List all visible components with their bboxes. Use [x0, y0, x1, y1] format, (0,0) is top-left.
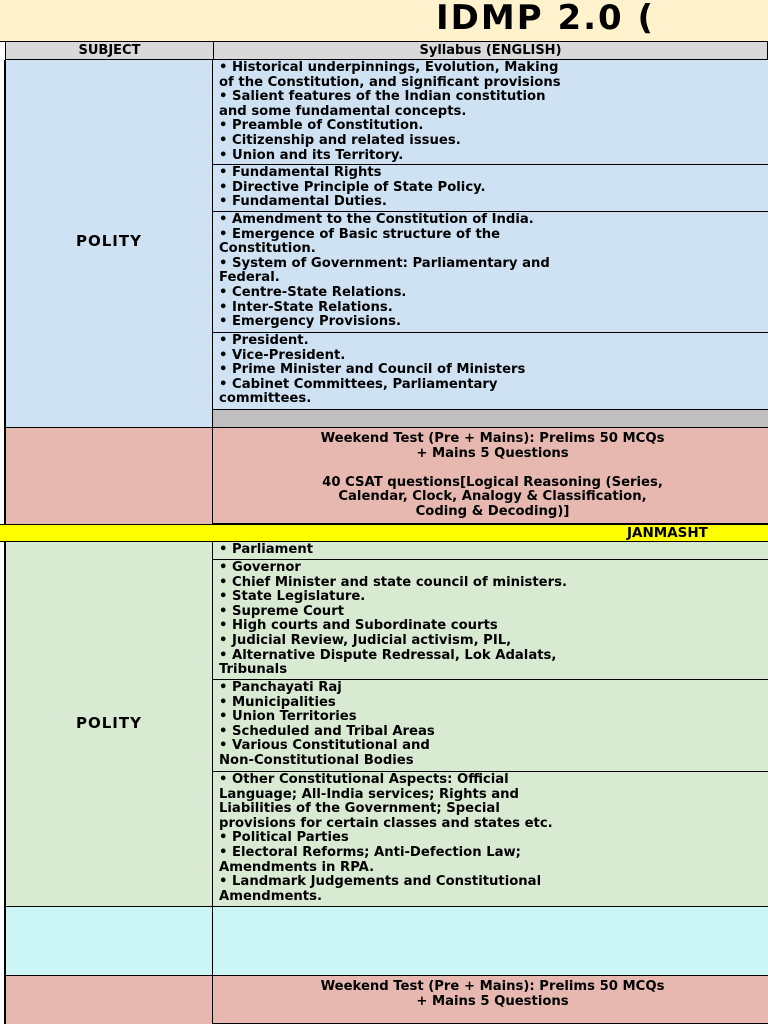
syllabus-line: • Landmark Judgements and Constitutional [219, 874, 542, 890]
syllabus-line: • Panchayati Raj [219, 680, 342, 695]
holiday-banner [0, 524, 768, 542]
subject-cell-polity-2 [5, 542, 213, 907]
syllabus-line: + Mains 5 Questions [416, 993, 569, 1009]
subject-cell-test-2 [5, 976, 213, 1024]
syllabus-line: • Alternative Dispute Redressal, Lok Adalats, [219, 647, 557, 663]
syllabus-line: • Political Parties [219, 830, 349, 846]
syllabus-line: Calendar, Clock, Analogy & Classification, [338, 489, 647, 505]
syllabus-line: • Union and its Territory. [219, 147, 404, 163]
subject-cell-blank [5, 907, 213, 976]
header-syllabus: Syllabus (ENGLISH) [213, 41, 768, 60]
syllabus-block [213, 772, 768, 907]
syllabus-block [213, 165, 768, 212]
title-bar [0, 0, 768, 42]
subject-cell-test-1 [5, 428, 213, 524]
syllabus-line: • Municipalities [219, 694, 336, 710]
syllabus-line: Liabilities of the Government; Special [219, 801, 500, 817]
syllabus-line: Constitution. [219, 241, 316, 257]
weekend-test-1 [213, 428, 768, 524]
syllabus-block [213, 542, 768, 560]
syllabus-line: • Amendment to the Constitution of India. [219, 212, 534, 227]
syllabus-line: of the Constitution, and significant provisions [219, 74, 561, 90]
syllabus-line: • Citizenship and related issues. [219, 132, 461, 148]
syllabus-line: • Emergency Provisions. [219, 314, 402, 330]
syllabus-block [213, 333, 768, 410]
syllabus-block [213, 212, 768, 333]
syllabus-line: • Parliament [219, 542, 314, 557]
syllabus-line: Non-Constitutional Bodies [219, 752, 414, 768]
syllabus-line: • Preamble of Constitution. [219, 118, 424, 134]
syllabus-line: Amendments in RPA. [219, 859, 375, 875]
syllabus-block [213, 680, 768, 772]
syllabus-line: Tribunals [219, 662, 288, 678]
syllabus-line: • Emergence of Basic structure of the [219, 226, 501, 242]
subject-cell-polity-1 [5, 60, 213, 428]
syllabus-line: • Governor [219, 560, 301, 575]
syllabus-line: provisions for certain classes and states etc. [219, 815, 553, 831]
page-title: IDMP 2.0 ( [436, 0, 656, 38]
syllabus-line: 40 CSAT questions[Logical Reasoning (Series, [322, 474, 663, 490]
syllabus-line: • Other Constitutional Aspects: Official [219, 772, 509, 787]
syllabus-line: Federal. [219, 270, 280, 286]
syllabus-line: • Historical underpinnings, Evolution, Making [219, 60, 559, 75]
syllabus-line: • System of Government: Parliamentary and [219, 255, 550, 271]
syllabus-line: • Centre-State Relations. [219, 284, 407, 300]
syllabus-line: • State Legislature. [219, 589, 366, 605]
syllabus-line: • Inter-State Relations. [219, 299, 393, 315]
syllabus-line: and some fundamental concepts. [219, 103, 467, 119]
syllabus-line: • Fundamental Duties. [219, 194, 387, 210]
syllabus-line: • Salient features of the Indian constitution [219, 89, 546, 105]
syllabus-line: • Supreme Court [219, 603, 345, 619]
header-subject: SUBJECT [5, 41, 214, 60]
syllabus-line: • Cabinet Committees, Parliamentary [219, 376, 498, 392]
gap-row [213, 410, 768, 428]
syllabus-line: Weekend Test (Pre + Mains): Prelims 50 MCQs [320, 979, 665, 994]
syllabus-line [219, 461, 766, 476]
syllabus-line: • Various Constitutional and [219, 738, 430, 754]
syllabus-block [213, 560, 768, 680]
syllabus-line: • Union Territories [219, 709, 357, 725]
syllabus-line: + Mains 5 Questions [416, 445, 569, 461]
blank-row [213, 907, 768, 976]
syllabus-line: Language; All-India services; Rights and [219, 786, 519, 802]
syllabus-line: Coding & Decoding)] [415, 503, 570, 519]
syllabus-line: • President. [219, 333, 309, 348]
syllabus-line: committees. [219, 391, 312, 407]
subject-label: POLITY [76, 232, 142, 250]
syllabus-block [213, 60, 768, 165]
syllabus-line: • Scheduled and Tribal Areas [219, 723, 435, 739]
syllabus-line: • Prime Minister and Council of Ministers [219, 362, 526, 378]
subject-label: POLITY [76, 714, 142, 732]
syllabus-line: Weekend Test (Pre + Mains): Prelims 50 MCQs [320, 431, 665, 446]
syllabus-line: • Fundamental Rights [219, 165, 382, 180]
syllabus-line: • Electoral Reforms; Anti-Defection Law; [219, 844, 521, 860]
holiday-label: JANMASHT [627, 525, 708, 541]
syllabus-line: • Judicial Review, Judicial activism, PIL, [219, 632, 512, 648]
syllabus-line: • Vice-President. [219, 347, 346, 363]
syllabus-line: • Chief Minister and state council of ministers. [219, 574, 567, 590]
syllabus-line: Amendments. [219, 888, 322, 904]
syllabus-line: • High courts and Subordinate courts [219, 618, 498, 634]
weekend-test-2 [213, 976, 768, 1024]
syllabus-line: • Directive Principle of State Policy. [219, 179, 486, 195]
